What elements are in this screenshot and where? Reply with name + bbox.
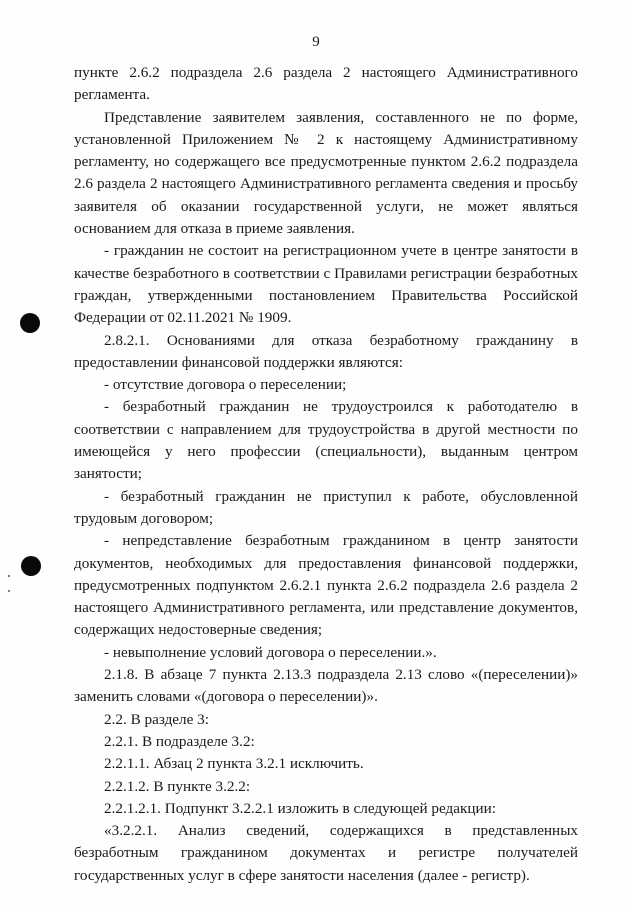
paragraph: - невыполнение условий договора о переселении.». [104, 643, 437, 661]
paragraph: 2.8.2.1. Основаниями для отказа безработному гражданину в предоставлении финансовой поддержки являются: [74, 331, 578, 371]
paragraph: 2.2.1.2.1. Подпункт 3.2.2.1 изложить в следующей редакции: [104, 799, 496, 817]
paragraph: - гражданин не состоит на регистрационном учете в центре занятости в качестве безработного в соответствии с Правилами регистрации безработных граждан, утвержденными постановлением Правительства Российской Федерации от 02.11.2021 № 1909. [74, 242, 578, 327]
paragraph: 2.1.8. В абзаце 7 пункта 2.13.3 подраздела 2.13 слово «(переселении)» заменить словами «(договора о переселении)». [74, 666, 578, 706]
paragraph: пункте 2.6.2 подраздела 2.6 раздела 2 настоящего Административного регламента. [74, 64, 578, 104]
paragraph: Представление заявителем заявления, составленного не по форме, установленной Приложением № 2 к настоящему Административному регламенту, но содержащего все предусмотренные пунктом 2.6.2 подраздела 2.6 раздела 2 настоящего Административного регламента сведения и просьбу заявителя об оказании государственной услуги, не может являться основанием для отказа в приеме заявления. [74, 108, 578, 238]
punch-hole [20, 313, 40, 333]
paragraph: 2.2.1. В подразделе 3.2: [104, 732, 255, 750]
paragraph: 2.2.1.1. Абзац 2 пункта 3.2.1 исключить. [104, 755, 364, 773]
paragraph: 2.2. В разделе 3: [104, 710, 209, 728]
paragraph: - безработный гражданин не приступил к работе, обусловленной трудовым договором; [74, 487, 578, 527]
scan-speck [8, 590, 10, 592]
punch-hole [21, 556, 41, 576]
paragraph: - безработный гражданин не трудоустроился к работодателю в соответствии с направлением для трудоустройства в другой местности по имеющейся у него профессии (специальности), выданным центром занятости; [74, 398, 578, 483]
paragraph: 2.2.1.2. В пункте 3.2.2: [104, 777, 251, 795]
paragraph: «3.2.2.1. Анализ сведений, содержащихся в представленных безработным гражданином документах и регистре получателей государственных услуг в сфере занятости населения (далее - регистр). [74, 822, 578, 884]
document-body [74, 62, 578, 887]
paragraph: - отсутствие договора о переселении; [104, 376, 347, 394]
page-number: 9 [312, 34, 320, 50]
scan-speck [8, 575, 10, 577]
paragraph: - непредставление безработным гражданином в центр занятости документов, необходимых для предоставления финансовой поддержки, предусмотренных подпунктом 2.6.2.1 пункта 2.6.2 подраздела 2.6 раздела 2 настоящего Административного регламента, или представление документов, содержащих недостоверные сведения; [74, 532, 578, 639]
